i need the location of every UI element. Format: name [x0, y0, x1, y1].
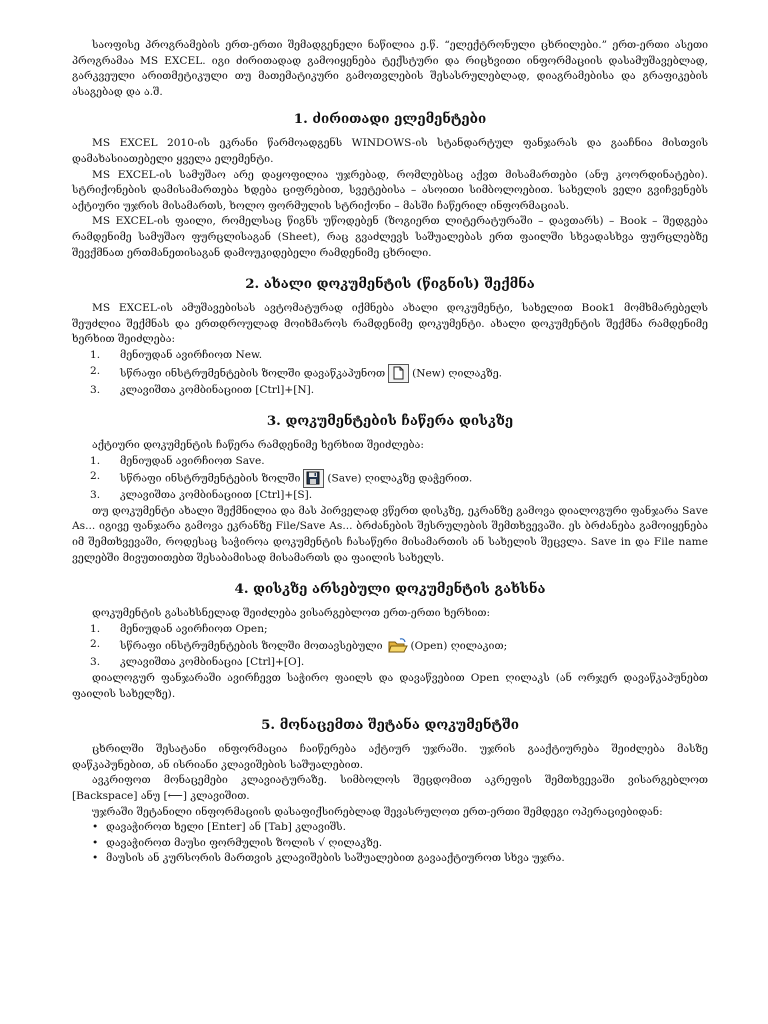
list-item: • მაუსის ან კურსორის მართვის კლავიშების საშუალებით გავააქტიუროთ სხვა უჯრა.: [72, 851, 708, 867]
list-item: • დავაჭიროთ მაუსი ფორმულის ზოლის √ ღილაკზე.: [72, 836, 708, 852]
check-mark-icon: √: [318, 836, 326, 849]
bullet-icon: •: [92, 852, 99, 865]
bullet-icon: •: [92, 821, 99, 834]
section-3-list: [72, 454, 708, 504]
section-4-paragraph-1: დოკუმენტის გასახსნელად შეიძლება ვისარგებლოთ ერთ-ერთი ხერხით:: [92, 607, 491, 620]
document-page: [72, 38, 708, 867]
open-folder-icon: [386, 637, 408, 655]
list-item: 3. კლავიშთა კომბინაცია [Ctrl]+[O].: [90, 656, 305, 669]
section-5-paragraph-3: უჯრაში შეტანილი ინფორმაციის დასაფიქსირებლად შევასრულოთ ერთ-ერთი შემდეგი ოპერაციებიდან:: [92, 805, 663, 818]
section-5-paragraph-1: ცხრილში შესატანი ინფორმაცია ჩაიწერება აქტიურ უჯრაში. უჯრის გააქტიურება შეიძლება მასზე დაწკაპუნებით, ან ისრიანი კლავიშების საშუალებით.: [72, 743, 708, 771]
list-item: • დავაჭიროთ ხელი [Enter] ან [Tab] კლავიშს.: [72, 820, 708, 836]
list-item: 2. სწრაფი ინსტრუმენტების ზოლში დავაწკაპუნოთ (New) ღილაკზე.: [72, 364, 708, 383]
list-item: 1. მენიუდან ავირჩიოთ Save.: [90, 454, 265, 467]
section-1-paragraph-3: MS EXCEL-ის ფაილი, რომელსაც წიგნს უწოდებენ (ზოგიერთ ლიტერატურაში – დავთარს) – Book – შედგება რამდენიმე სამუშაო ფურცლისაგან (Sheet), რაც გვაძლევს საშუალებას ერთ ფაილში სხვადასხვა ფურცლებზე შევქმნათ ერთმანეთისაგან დამოუკიდებელი რამდენიმე ცხრილი.: [72, 215, 708, 259]
list-item: 1. მენიუდან ავირჩიოთ Open;: [90, 622, 268, 635]
list-item: 2. სწრაფი ინსტრუმენტების ზოლში მოთავსებული (Open) ღილაკით;: [72, 637, 708, 655]
list-item: 3. კლავიშთა კომბინაციით [Ctrl]+[S].: [90, 489, 313, 502]
section-4-heading: 4. დისკზე არსებული დოკუმენტის გახსნა: [234, 581, 546, 598]
list-item: 3. კლავიშთა კომბინაციით [Ctrl]+[N].: [90, 383, 315, 396]
list-item: 1. მენიუდან ავირჩიოთ New.: [90, 348, 263, 361]
section-2-list: [72, 348, 708, 398]
section-3-heading: 3. დოკუმენტების ჩაწერა დისკზე: [266, 413, 514, 430]
section-1-paragraph-2: MS EXCEL-ის სამუშაო არე დაყოფილია უჯრებად, რომლებსაც აქვთ მისამართები (ანუ კოორდინატები). სტრიქონების დამისამართება ხდება ციფრებით, სვეტებისა – ასოითი სიმბოლოებით. სახელის ველი გვიჩვენებს აქტიური უჯრის მისამართს, ხოლო ფორმულის სტრიქონი – მასში ჩაწერილ ინფორმაციას.: [72, 168, 708, 212]
section-2-paragraph-1: MS EXCEL-ის ამუშავებისას ავტომატურად იქმნება ახალი დოკუმენტი, სახელით Book1 მომხმარებელს შეუძლია შექმნას და ერთდროულად მოიხმაროს რამდენიმე დოკუმენტი. ახალი დოკუმენტის შექმნა რამდენიმე ხერხით შეიძლება:: [72, 302, 708, 346]
new-document-icon: [388, 364, 409, 383]
section-1-paragraph-1: MS EXCEL 2010-ის ეკრანი წარმოადგენს WINDOWS-ის სტანდარტულ ფანჯარას და გააჩნია მისთვის დამახასიათებელი ყველა ელემენტი.: [72, 137, 708, 165]
intro-paragraph: საოფისე პროგრამების ერთ-ერთი შემადგენელი ნაწილია ე.წ. “ელექტრონული ცხრილები.” ერთ-ერთი ასეთი პროგრამაა MS EXCEL. იგი ძირითადად გამოიყენება ტექსტური და რიცხვითი ინფორმაციის დასამუშავებლად, გარკვეული არითმეტიკული თუ მათემატიკური გამოთვლების შესასრულებლად, დიაგრამებისა და გრაფიკების ასაგებად და ა.შ.: [72, 39, 708, 98]
bullet-icon: •: [92, 836, 99, 849]
section-2-heading: 2. ახალი დოკუმენტის (წიგნის) შექმნა: [245, 276, 535, 293]
section-5-bullets: [72, 820, 708, 867]
section-4-paragraph-2: დიალოგურ ფანჯარაში ავირჩევთ საჭირო ფაილს და დავაწვებით Open ღილაკს (ან ორჯერ დავაწკაპუნებთ ფაილის სახელზე).: [72, 672, 708, 700]
section-4-list: [72, 622, 708, 671]
section-5-heading: 5. მონაცემთა შეტანა დოკუმენტში: [261, 717, 519, 734]
section-3-paragraph-1: აქტიური დოკუმენტის ჩაწერა რამდენიმე ხერხით შეიძლება:: [92, 439, 424, 452]
section-5-paragraph-2: ავკრიფოთ მონაცემები კლავიატურაზე. სიმბოლოს შეცდომით აკრეფის შემთხვევაში ვისარგებლოთ [Backspace] ანუ [⟵] კლავიშით.: [72, 774, 708, 802]
section-1-heading: 1. ძირითადი ელემენტები: [293, 111, 487, 128]
floppy-disk-icon: [303, 469, 324, 488]
list-item: 2. სწრაფი ინსტრუმენტების ზოლში (Save) ღილაკზე დაჭერით.: [72, 469, 708, 488]
section-3-paragraph-2: თუ დოკუმენტი ახალი შექმნილია და მას პირველად ვწერთ დისკზე, ეკრანზე გამოვა დიალოგური ფანჯარა Save As... იგივე ფანჯარა გამოვა ეკრანზე File/Save As... ბრძანების შესრულების შემთხვევაში. ეს ბრძანება გამოიყენება იმ შემთხვევაში, როდესაც საჭიროა დოკუმენტის ჩასაწერი მისამართის ან სახელის შეცვლა. Save in და File name ველებში მივუთითებთ შესაბამისად მისამართს და ფაილის სახელს.: [72, 504, 708, 564]
